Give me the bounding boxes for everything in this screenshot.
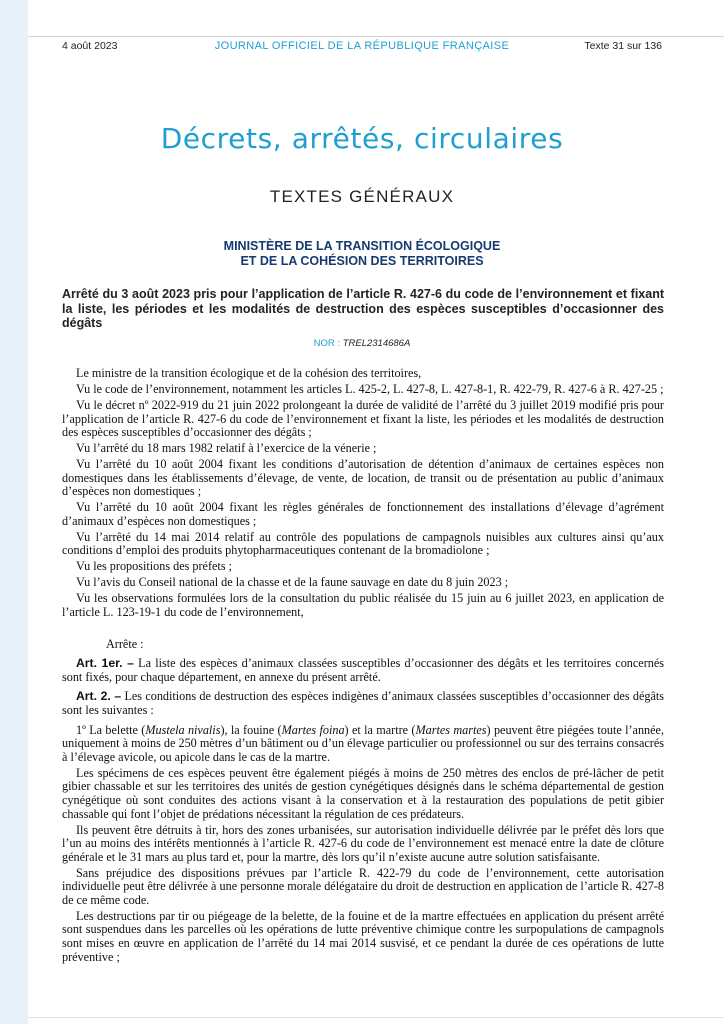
header-divider	[28, 36, 724, 37]
nor-value: TREL2314686A	[342, 338, 411, 349]
preamble-paragraph: Vu le décret nº 2022-919 du 21 juin 2022 prolongeant la durée de validité de l’arrêté du 3 juillet 2019 modifié pris pour l’application de l’article R. 427-6 du code de l’environnement et fixant la liste, les périodes et les modalités de destruction des espèces susceptibles d’occasionner des dégâts ;	[62, 397, 664, 440]
text-segment: ) et la martre (	[344, 722, 416, 737]
text-segment: 1º La belette (	[76, 722, 146, 737]
ministry-line-2: ET DE LA COHÉSION DES TERRITOIRES	[240, 254, 484, 268]
document-body	[62, 367, 664, 967]
article-2-paragraph: Ils peuvent être détruits à tir, hors des zones urbanisées, sur autorisation individuelle délivrée par le préfet dès lors que l’un au moins des intérêts mentionnés à l’article R. 427-6 du code de l’environnement est menacé entre la date de clôture générale et le 31 mars au plus tard et, pour la martre, dès lors qu’il n’existe aucune autre solution satisfaisante.	[62, 822, 664, 864]
arrete-word: Arrête :	[106, 636, 144, 651]
text-segment: ) peuvent être piégées toute l’année, uniquement à moins de 250 mètres d’un bâtiment ou d’un élevage particulier ou professionnel ou sur des terrains consacrés à l’élevage avicole, ou apicole dans le cas de la martre.	[62, 722, 665, 764]
preamble-paragraph: Vu les propositions des préfets ;	[76, 559, 232, 574]
preamble-paragraph: Vu l’arrêté du 10 août 2004 fixant les conditions d’autorisation de détention d’animaux de certaines espèces non domestiques dans les établissements d’élevage, de vente, de location, de transit ou de présentation au public d’animaux d’espèces non domestiques ;	[62, 457, 664, 499]
species-name: Mustela nivalis	[145, 722, 221, 737]
preamble-paragraph: Vu le code de l’environnement, notamment les articles L. 425-2, L. 427-8, L. 427-8-1, R. 422-79, R. 427-6 à R. 427-25 ;	[76, 381, 664, 396]
preamble-paragraph: Vu l’arrêté du 14 mai 2014 relatif au contrôle des populations de campagnols nuisibles aux cultures ainsi qu’aux conditions d’emploi des produits phytopharmaceutiques contenant de la bromadiolone ;	[62, 529, 664, 558]
preamble-paragraph: Le ministre de la transition écologique et de la cohésion des territoires,	[76, 366, 422, 380]
article-1-label: Art. 1er. –	[76, 656, 134, 671]
article-2-point-1	[62, 724, 664, 765]
species-name: Martes foina	[281, 722, 345, 737]
article-2-label: Art. 2. –	[76, 689, 122, 704]
article-2-paragraph: Les destructions par tir ou piégeage de la belette, de la fouine et de la martre effectuées en application du présent arrêté sont suspendues dans les parcelles où les opérations de lutte préventive chimique contre les surpopulations de campagnols sont mises en œuvre en application de l’arrêté du 14 mai 2014 susvisé, et ce pendant la durée de ces opérations de lutte préventive ;	[62, 908, 664, 964]
article-2-paragraph: Sans préjudice des dispositions prévues par l’article R. 422-79 du code de l’environnement, cette autorisation individuelle peut être délivrée à une personne morale délégataire du droit de destruction en application de l’article R. 427-8 de ce même code.	[62, 865, 664, 907]
ministry-line-1: MINISTÈRE DE LA TRANSITION ÉCOLOGIQUE	[223, 239, 501, 253]
arrete-title: Arrêté du 3 août 2023 pris pour l’application de l’article R. 427-6 du code de l’environnement et fixant la liste, les périodes et les modalités de destruction des espèces susceptibles d’occasionner des dégâts	[62, 287, 664, 330]
page-title: Décrets, arrêtés, circulaires	[160, 122, 564, 155]
article-2	[62, 690, 664, 717]
article-1	[62, 657, 664, 684]
preamble-paragraph: Vu l’arrêté du 10 août 2004 fixant les règles générales de fonctionnement des installations d’élevage d’agrément d’animaux d’espèces non domestiques ;	[62, 500, 664, 528]
text-segment: ), la fouine (	[220, 722, 282, 737]
nor-reference	[0, 338, 724, 349]
article-1-text: La liste des espèces d’animaux classées susceptibles d’occasionner des dégâts et les territoires concernés sont fixés, pour chaque département, en annexe du présent arrêté.	[62, 656, 664, 684]
text-number: Texte 31 sur 136	[584, 40, 662, 52]
footer-divider	[28, 1017, 724, 1018]
article-2-paragraph: Les spécimens de ces espèces peuvent être également piégés à moins de 250 mètres des enclos de pré-lâcher de petit gibier chassable et sur les territoires des unités de gestion cynégétiques désignés dans le schéma départemental de gestion cynégétique où sont conduites des actions visant à la conservation et à la restauration des populations de petit gibier chassable qui font l’objet de prédations nécessitant la régulation de ces prédateurs.	[62, 765, 664, 821]
preamble-paragraph: Vu les observations formulées lors de la consultation du public réalisée du 15 juin au 6 juillet 2023, en application de l’article L. 123-19-1 du code de l’environnement,	[62, 591, 664, 620]
publication-date: 4 août 2023	[62, 40, 118, 52]
section-title: TEXTES GÉNÉRAUX	[269, 187, 455, 206]
preamble-paragraph: Vu l’avis du Conseil national de la chasse et de la faune sauvage en date du 8 juin 2023 ;	[76, 575, 509, 590]
preamble-paragraph: Vu l’arrêté du 18 mars 1982 relatif à l’exercice de la vénerie ;	[76, 441, 377, 456]
ministry-heading	[0, 239, 724, 269]
nor-label: NOR :	[313, 338, 343, 349]
journal-name: JOURNAL OFFICIEL DE LA RÉPUBLIQUE FRANÇAISE	[214, 40, 510, 52]
species-name: Martes martes	[415, 722, 487, 737]
article-2-text: Les conditions de destruction des espèces indigènes d’animaux classées susceptibles d’occasionner des dégâts sont les suivantes :	[62, 689, 664, 717]
